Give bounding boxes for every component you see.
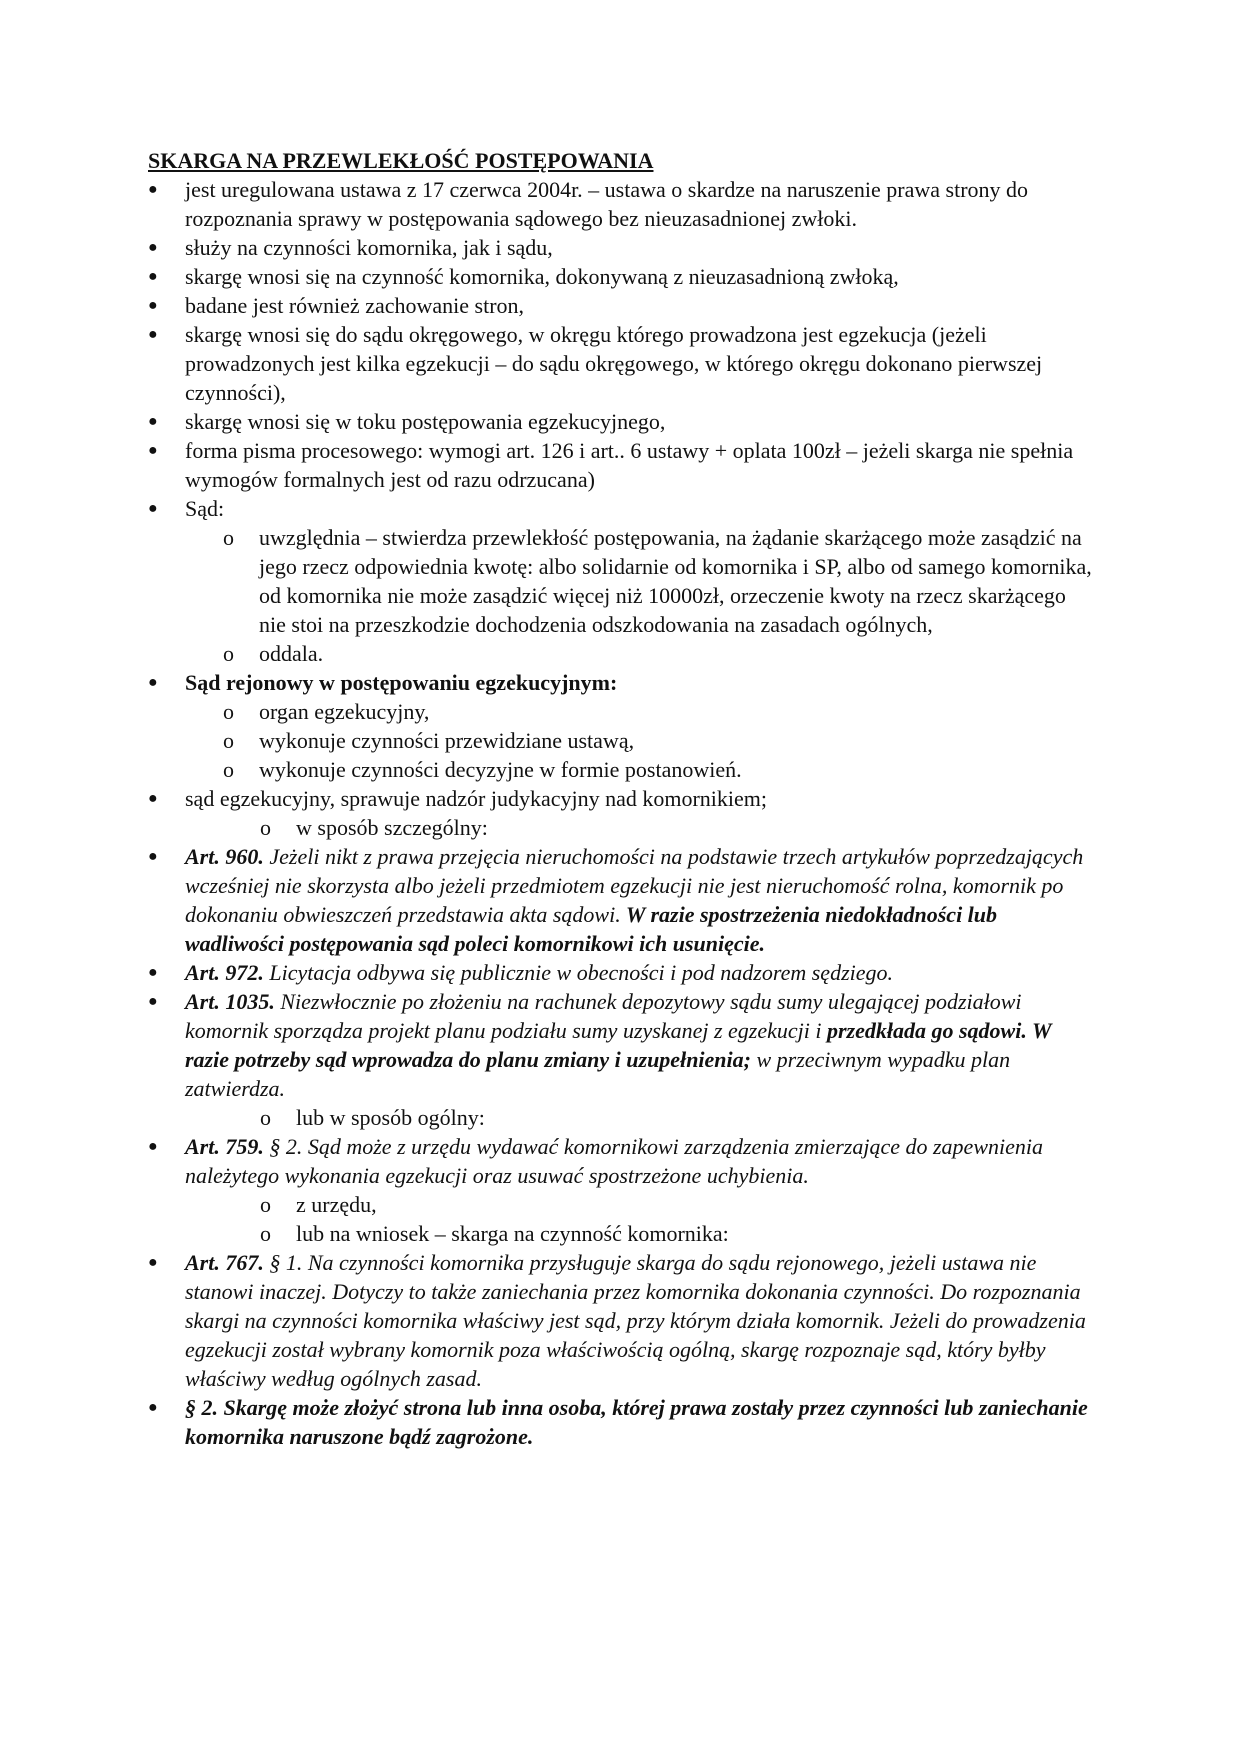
list-item: ● jest uregulowana ustawa z 17 czerwca 2004r. – ustawa o skardze na naruszenie prawa strony do rozpoznania sprawy w postępowania sądowego bez nieuzasadnionej zwłoki. xyxy=(148,177,1029,231)
circle-bullet-icon: o xyxy=(260,1105,271,1130)
circle-bullet-icon: o xyxy=(260,815,271,840)
circle-bullet-icon: o xyxy=(223,728,234,753)
sub-list-item: o wykonuje czynności decyzyjne w formie postanowień. xyxy=(223,757,742,782)
bullet-icon: ● xyxy=(148,239,158,256)
sub-list-item: o wykonuje czynności przewidziane ustawą, xyxy=(223,728,635,753)
sub-list-item: o z urzędu, xyxy=(260,1192,377,1217)
list-item-art-759: ● Art. 759. § 2. Sąd może z urzędu wydawać komornikowi zarządzenia zmierzające do zapewnienia należytego wykonania egzekucji oraz usuwać spostrzeżone uchybienia. xyxy=(148,1134,1043,1188)
bullet-icon: ● xyxy=(148,500,158,517)
bullet-icon: ● xyxy=(148,993,158,1010)
bullet-icon: ● xyxy=(148,1254,158,1271)
bullet-icon: ● xyxy=(148,181,158,198)
list-item-art-1035: ● Art. 1035. Niezwłocznie po złożeniu na rachunek depozytowy sądu sumy ulegającej podziałowi komornik sporządza projekt planu podziału sumy uzyskanej z egzekucji i przedkłada go sądowi. W razie potrzeby sąd wprowadza do planu zmiany i uzupełnienia; w przeciwnym wypadku plan zatwierdza. xyxy=(148,989,1052,1101)
bullet-icon: ● xyxy=(148,674,158,691)
list-item: ● skargę wnosi się w toku postępowania egzekucyjnego, xyxy=(148,409,666,434)
bullet-icon: ● xyxy=(148,326,158,343)
sub-list-item: o lub na wniosek – skarga na czynność komornika: xyxy=(260,1221,729,1246)
bullet-icon: ● xyxy=(148,442,158,459)
list-item: ● forma pisma procesowego: wymogi art. 126 i art.. 6 ustawy + oplata 100zł – jeżeli skarga nie spełnia wymogów formalnych jest od razu odrzucana) xyxy=(148,438,1074,492)
bullet-icon: ● xyxy=(148,848,158,865)
sub-list-item: o organ egzekucyjny, xyxy=(223,699,430,724)
list-item: ● Sąd: xyxy=(148,496,225,521)
list-item: ● służy na czynności komornika, jak i sądu, xyxy=(148,235,553,260)
bullet-icon: ● xyxy=(148,268,158,285)
bullet-icon: ● xyxy=(148,413,158,430)
circle-bullet-icon: o xyxy=(223,641,234,666)
circle-bullet-icon: o xyxy=(223,525,234,550)
circle-bullet-icon: o xyxy=(223,699,234,724)
list-item-art-960: ● Art. 960. Jeżeli nikt z prawa przejęcia nieruchomości na podstawie trzech artykułów poprzedzających wcześniej nie skorzysta albo jeżeli przedmiotem egzekucji nie jest nieruchomość rolna, komornik po dokonaniu obwieszczeń przedstawia akta sądowi. W razie spostrzeżenia niedokładności lub wadliwości postępowania sąd poleci komornikowi ich usunięcie. xyxy=(148,844,1084,956)
circle-bullet-icon: o xyxy=(260,1192,271,1217)
list-item: ● badane jest również zachowanie stron, xyxy=(148,293,525,318)
bullet-icon: ● xyxy=(148,1399,158,1416)
list-item-art-972: ● Art. 972. Licytacja odbywa się publicznie w obecności i pod nadzorem sędziego. xyxy=(148,960,894,985)
circle-bullet-icon: o xyxy=(260,1221,271,1246)
sub-list-item: o w sposób szczególny: xyxy=(260,815,488,840)
list-item-art-767-p2: ● § 2. Skargę może złożyć strona lub inna osoba, której prawa zostały przez czynności lub zaniechanie komornika naruszone bądź zagrożone. xyxy=(148,1395,1088,1449)
bullet-icon: ● xyxy=(148,964,158,981)
bullet-icon: ● xyxy=(148,1138,158,1155)
document-title: SKARGA NA PRZEWLEKŁOŚĆ POSTĘPOWANIA xyxy=(148,148,654,173)
circle-bullet-icon: o xyxy=(223,757,234,782)
list-item: ● Sąd rejonowy w postępowaniu egzekucyjnym: xyxy=(148,670,618,695)
main-list xyxy=(148,175,1098,1451)
bullet-icon: ● xyxy=(148,790,158,807)
sub-list-item: o oddala. xyxy=(223,641,324,666)
list-item: ● skargę wnosi się na czynność komornika, dokonywaną z nieuzasadnioną zwłoką, xyxy=(148,264,899,289)
document-body xyxy=(148,146,1098,1451)
bullet-icon: ● xyxy=(148,297,158,314)
list-item: ● skargę wnosi się do sądu okręgowego, w okręgu którego prowadzona jest egzekucja (jeżeli prowadzonych jest kilka egzekucji – do sądu okręgowego, w którego okręgu dokonano pierwszej czynności), xyxy=(148,322,1043,405)
list-item-art-767: ● Art. 767. § 1. Na czynności komornika przysługuje skarga do sądu rejonowego, jeżeli ustawa nie stanowi inaczej. Dotyczy to także zaniechania przez komornika dokonania czynności. Do rozpoznania skargi na czynności komornika właściwy jest sąd, przy którym działa komornik. Jeżeli do prowadzenia egzekucji został wybrany komornik poza właściwością ogólną, skargę rozpoznaje sąd, który byłby właściwy według ogólnych zasad. xyxy=(148,1250,1086,1391)
list-item: ● sąd egzekucyjny, sprawuje nadzór judykacyjny nad komornikiem; xyxy=(148,786,768,811)
sub-list-item: o uwzględnia – stwierdza przewlekłość postępowania, na żądanie skarżącego może zasądzić na jego rzecz odpowiednia kwotę: albo solidarnie od komornika i SP, albo od samego komornika, od komornika nie może zasądzić więcej niż 10000zł, orzeczenie kwoty na rzecz skarżącego nie stoi na przeszkodzie dochodzenia odszkodowania na zasadach ogólnych, xyxy=(223,525,1092,637)
sub-list-item: o lub w sposób ogólny: xyxy=(260,1105,485,1130)
